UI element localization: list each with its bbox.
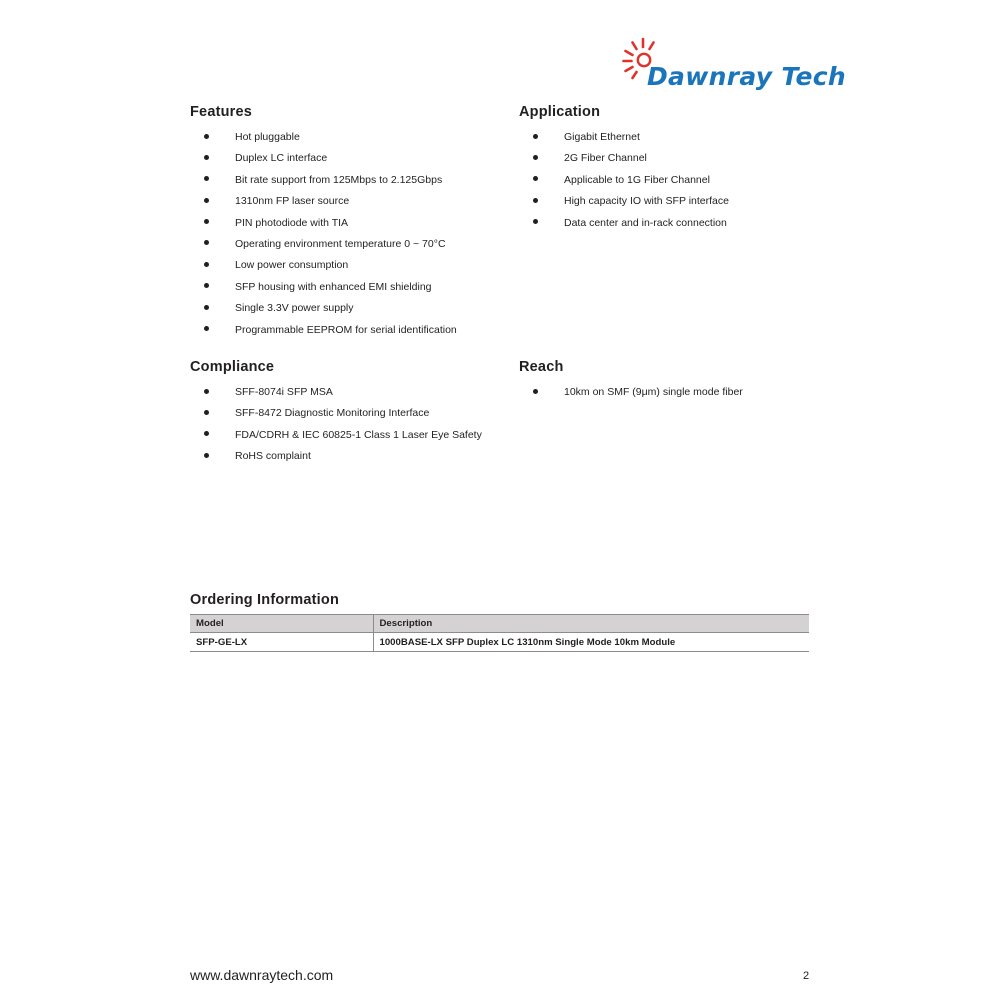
list-item <box>190 301 510 322</box>
bullet-icon <box>533 389 538 394</box>
section-title-reach: Reach <box>519 359 564 375</box>
section-ordering-information <box>190 592 809 652</box>
list-item <box>190 449 510 470</box>
list-item-label: FDA/CDRH & IEC 60825-1 Class 1 Laser Eye Safety <box>235 428 482 441</box>
list-item-label: Single 3.3V power supply <box>235 302 354 315</box>
section-title-application: Application <box>519 104 601 120</box>
bullet-icon <box>204 176 209 181</box>
bullet-icon <box>204 240 209 245</box>
list-item-label: Low power consumption <box>235 259 349 272</box>
list-item <box>190 406 510 427</box>
list-item-label: 2G Fiber Channel <box>564 152 647 165</box>
list-item-label: Gigabit Ethernet <box>564 131 640 143</box>
bullet-icon <box>533 219 538 224</box>
bullet-icon <box>533 134 538 139</box>
bullet-icon <box>204 305 209 310</box>
list-item-label: Data center and in-rack connection <box>564 216 727 229</box>
bullet-icon <box>204 410 209 415</box>
list-item <box>190 428 510 449</box>
list-item-label: 1310nm FP laser source <box>235 195 350 208</box>
footer-website-url[interactable]: www.dawnraytech.com <box>190 967 334 983</box>
section-title-compliance: Compliance <box>190 359 275 375</box>
list-item <box>190 130 510 151</box>
list-item <box>190 385 510 406</box>
features-list <box>190 130 510 344</box>
list-item <box>190 216 510 237</box>
bullet-icon <box>204 453 209 458</box>
ordering-table <box>190 614 809 652</box>
compliance-list <box>190 385 510 471</box>
list-item-label: SFF-8472 Diagnostic Monitoring Interface <box>235 407 430 420</box>
company-logo <box>612 22 852 91</box>
bullet-icon <box>533 155 538 160</box>
footer-page-number: 2 <box>803 970 810 982</box>
list-item <box>190 280 510 301</box>
section-title-ordering: Ordering Information <box>190 592 339 608</box>
list-item-label: High capacity IO with SFP interface <box>564 195 729 208</box>
bullet-icon <box>204 431 209 436</box>
list-item-label: Hot pluggable <box>235 131 300 143</box>
bullet-icon <box>204 198 209 203</box>
list-item-label: Duplex LC interface <box>235 152 328 165</box>
bullet-icon <box>204 219 209 224</box>
section-features <box>190 104 510 344</box>
list-item <box>519 216 849 237</box>
column-header-description: Description <box>373 615 809 633</box>
table-header-row <box>190 615 809 633</box>
bullet-icon <box>533 198 538 203</box>
list-item-label: Programmable EEPROM for serial identification <box>235 323 457 336</box>
reach-list <box>519 385 849 406</box>
bullet-icon <box>204 155 209 160</box>
list-item <box>519 173 849 194</box>
list-item-label: Bit rate support from 125Mbps to 2.125Gbps <box>235 173 443 186</box>
list-item <box>190 237 510 258</box>
application-list <box>519 130 849 237</box>
list-item <box>190 151 510 172</box>
list-item-label: SFF-8074i SFP MSA <box>235 386 333 398</box>
bullet-icon <box>204 283 209 288</box>
list-item-label: Applicable to 1G Fiber Channel <box>564 173 710 186</box>
section-compliance <box>190 359 510 471</box>
section-application <box>519 104 849 237</box>
list-item <box>190 173 510 194</box>
column-header-model: Model <box>190 615 373 633</box>
list-item-label: RoHS complaint <box>235 450 311 463</box>
table-row <box>190 633 809 652</box>
list-item <box>519 194 849 215</box>
brand-name: Dawnray Tech <box>647 62 846 91</box>
bullet-icon <box>204 134 209 139</box>
list-item <box>519 385 849 406</box>
section-reach <box>519 359 849 406</box>
list-item-label: PIN photodiode with TIA <box>235 216 349 229</box>
list-item-label: SFP housing with enhanced EMI shielding <box>235 280 432 293</box>
list-item <box>519 130 849 151</box>
bullet-icon <box>204 262 209 267</box>
list-item-label: Operating environment temperature 0 ~ 70°C <box>235 237 446 250</box>
list-item <box>190 258 510 279</box>
section-title-features: Features <box>190 104 253 120</box>
cell-model: SFP-GE-LX <box>190 633 373 652</box>
list-item <box>519 151 849 172</box>
bullet-icon <box>204 389 209 394</box>
list-item <box>190 194 510 215</box>
list-item <box>190 323 510 344</box>
cell-description: 1000BASE-LX SFP Duplex LC 1310nm Single Mode 10km Module <box>373 633 809 652</box>
list-item-label: 10km on SMF (9μm) single mode fiber <box>564 386 743 398</box>
bullet-icon <box>533 176 538 181</box>
bullet-icon <box>204 326 209 331</box>
